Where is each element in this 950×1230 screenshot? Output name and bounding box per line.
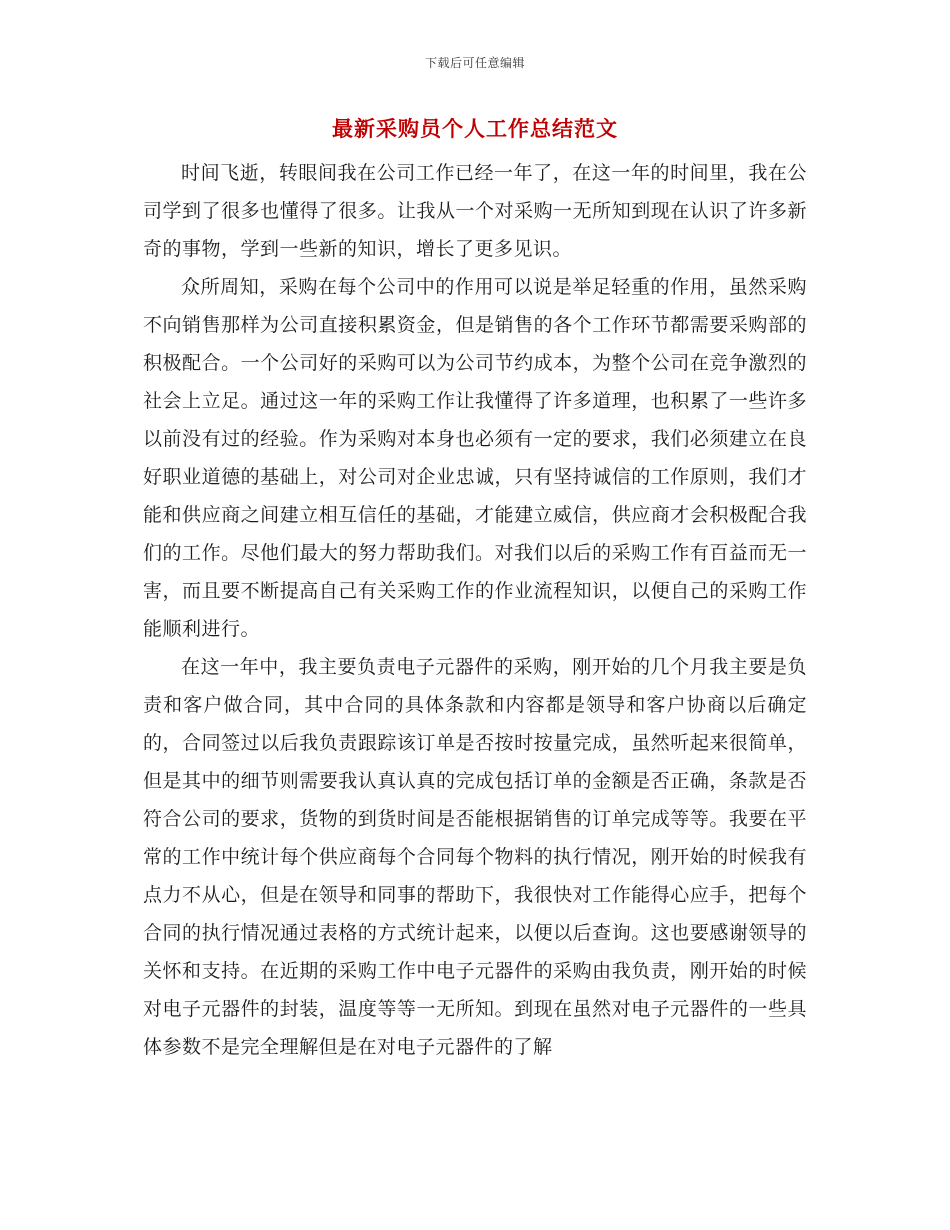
paragraph-2: 众所周知，采购在每个公司中的作用可以说是举足轻重的作用，虽然采购不向销售那样为公司直接积累资金，但是销售的各个工作环节都需要采购部的积极配合。一个公司好的采购可以为公司节约成本，为整个公司在竞争激烈的社会上立足。通过这一年的采购工作让我懂得了许多道理，也积累了一些许多以前没有过的经验。作为采购对本身也必须有一定的要求，我们必须建立在良好职业道德的基础上，对公司对企业忠诚，只有坚持诚信的工作原则，我们才能和供应商之间建立相互信任的基础，才能建立威信，供应商才会积极配合我们的工作。尽他们最大的努力帮助我们。对我们以后的采购工作有百益而无一害，而且要不断提高自己有关采购工作的作业流程知识，以便自己的采购工作能顺利进行。 xyxy=(143,276,807,640)
paragraph-1: 时间飞逝，转眼间我在公司工作已经一年了，在这一年的时间里，我在公司学到了很多也懂得了很多。让我从一个对采购一无所知到现在认识了许多新奇的事物，学到一些新的知识，增长了更多见识。 xyxy=(143,162,807,260)
document-title: 最新采购员个人工作总结范文 xyxy=(332,116,618,141)
document-body xyxy=(143,154,807,1066)
header-note: 下载后可任意编辑 xyxy=(424,56,525,70)
paragraph-3: 在这一年中，我主要负责电子元器件的采购，刚开始的几个月我主要是负责和客户做合同，其中合同的具体条款和内容都是领导和客户协商以后确定的，合同签过以后我负责跟踪该订单是否按时按量完成，虽然听起来很简单，但是其中的细节则需要我认真认真的完成包括订单的金额是否正确，条款是否符合公司的要求，货物的到货时间是否能根据销售的订单完成等等。我要在平常的工作中统计每个供应商每个合同每个物料的执行情况，刚开始的时候我有点力不从心，但是在领导和同事的帮助下，我很快对工作能得心应手，把每个合同的执行情况通过表格的方式统计起来，以便以后查询。这也要感谢领导的关怀和支持。在近期的采购工作中电子元器件的采购由我负责，刚开始的时候对电子元器件的封装，温度等等一无所知。到现在虽然对电子元器件的一些具体参数不是完全理解但是在对电子元器件的了解 xyxy=(143,656,807,1058)
